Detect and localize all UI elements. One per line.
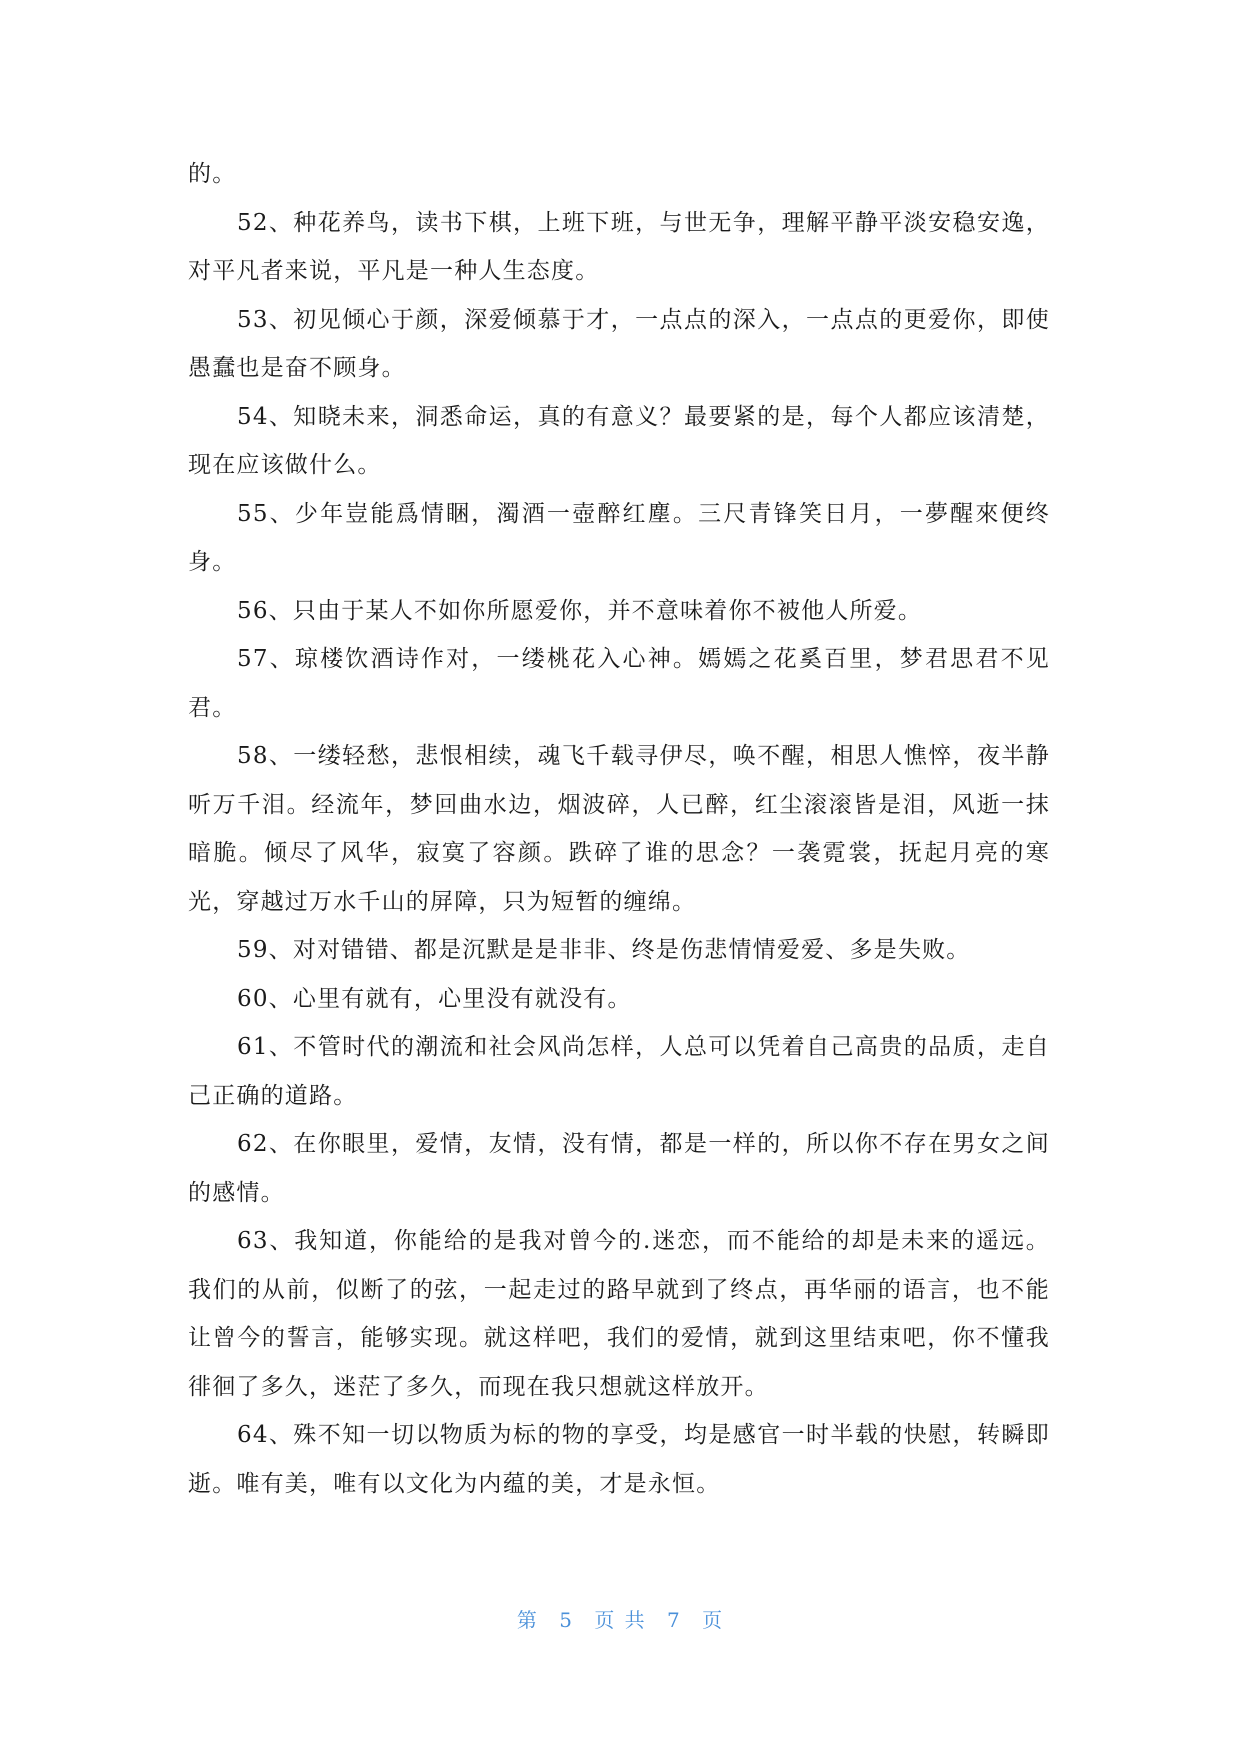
paragraph-55: 55、少年豈能爲情睏，濁酒一壺醉红塵。三尺青锋笑日月，一夢醒來便终身。 (188, 500, 1050, 575)
paragraph-continuation: 的。 (188, 161, 237, 187)
paragraph-62: 62、在你眼里，爱情，友情，没有情，都是一样的，所以你不存在男女之间的感情。 (188, 1131, 1050, 1206)
page-footer (0, 1604, 1241, 1633)
paragraph-58: 58、一缕轻愁，悲恨相续，魂飞千载寻伊尽，唤不醒，相思人憔悴，夜半静听万千泪。经流年，梦回曲水边，烟波碎，人已醉，红尘滚滚皆是泪，风逝一抹暗脆。倾尽了风华，寂寞了容颜。跌碎了谁的思念？一袭霓裳，抚起月亮的寒光，穿越过万水千山的屏障，只为短暂的缠绵。 (188, 743, 1050, 915)
footer-current-page: 5 (559, 1608, 574, 1632)
paragraph-61: 61、不管时代的潮流和社会风尚怎样，人总可以凭着自己高贵的品质，走自己正确的道路。 (188, 1034, 1050, 1109)
paragraph-53: 53、初见倾心于颜，深爱倾慕于才，一点点的深入，一点点的更爱你，即使愚蠢也是奋不顾身。 (188, 306, 1050, 381)
paragraph-54: 54、知晓未来，洞悉命运，真的有意义？最要紧的是，每个人都应该清楚，现在应该做什么。 (188, 403, 1050, 478)
footer-suffix: 页 (702, 1608, 725, 1632)
paragraph-59: 59、对对错错、都是沉默是是非非、终是伤悲情情爱爱、多是失败。 (237, 937, 971, 963)
footer-middle: 页 共 (594, 1608, 647, 1632)
paragraph-60: 60、心里有就有，心里没有就没有。 (237, 985, 632, 1012)
footer-total-pages: 7 (667, 1608, 682, 1632)
paragraph-63: 63、我知道，你能给的是我对曾今的.迷恋，而不能给的却是未来的遥远。我们的从前，似断了的弦，一起走过的路早就到了终点，再华丽的语言，也不能让曾今的誓言，能够实现。就这样吧，我们的爱情，就到这里结束吧，你不懂我徘徊了多久，迷茫了多久，而现在我只想就这样放开。 (188, 1228, 1050, 1400)
document-body (188, 150, 1050, 1508)
paragraph-52: 52、种花养鸟，读书下棋，上班下班，与世无争，理解平静平淡安稳安逸，对平凡者来说，平凡是一种人生态度。 (188, 209, 1050, 284)
footer-prefix: 第 (516, 1608, 539, 1632)
paragraph-64: 64、殊不知一切以物质为标的物的享受，均是感官一时半载的快慰，转瞬即逝。唯有美，唯有以文化为内蕴的美，才是永恒。 (188, 1422, 1050, 1497)
paragraph-56: 56、只由于某人不如你所愿爱你，并不意味着你不被他人所爱。 (237, 597, 923, 624)
paragraph-57: 57、琼楼饮酒诗作对，一缕桃花入心神。嫣嫣之花奚百里，梦君思君不见君。 (188, 646, 1050, 721)
